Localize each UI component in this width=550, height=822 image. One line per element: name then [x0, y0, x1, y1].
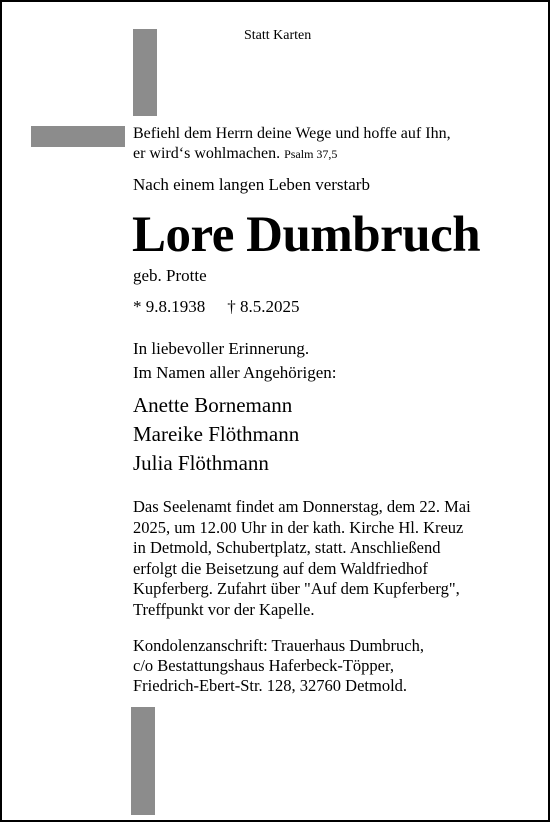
verse-reference: Psalm 37,5: [284, 147, 338, 161]
mourner-name: Mareike Flöthmann: [133, 422, 300, 446]
mourners-list: [133, 391, 299, 478]
birth-name: geb. Protte: [133, 266, 207, 285]
condolence-line: c/o Bestattungshaus Haferbeck-Töpper,: [133, 656, 394, 675]
service-line: Das Seelenamt findet am Donnerstag, dem 22. Mai: [133, 497, 471, 516]
life-dates: [133, 297, 300, 317]
condolence-line: Kondolenzanschrift: Trauerhaus Dumbruch,: [133, 636, 424, 655]
intro-text: Nach einem langen Leben verstarb: [133, 175, 370, 194]
mourner-name: Anette Bornemann: [133, 393, 293, 417]
memory-line-1: In liebevoller Erinnerung.: [133, 339, 310, 358]
memory-line-2: Im Namen aller Angehörigen:: [133, 363, 337, 382]
birth-date: * 9.8.1938: [133, 297, 206, 316]
memory-text: [133, 337, 336, 385]
death-date: † 8.5.2025: [227, 297, 300, 316]
cross-bottom-bar: [131, 707, 155, 815]
service-line: erfolgt die Beisetzung auf dem Waldfriedhof: [133, 558, 428, 578]
service-line: Treffpunkt vor der Kapelle.: [133, 599, 315, 619]
header-text: Statt Karten: [244, 28, 312, 43]
service-line: Kupferberg. Zufahrt über "Auf dem Kupferberg",: [133, 579, 460, 599]
cross-top-bar: [133, 29, 157, 116]
verse-line-2-text: er wird‘s wohlmachen.: [133, 145, 281, 162]
service-line: in Detmold, Schubertplatz, statt. Anschließend: [133, 538, 441, 558]
service-line: 2025, um 12.00 Uhr in der kath. Kirche Hl. Kreuz: [133, 517, 464, 537]
verse-line-2: [133, 144, 451, 164]
cross-horizontal-bar: [31, 126, 125, 147]
bible-verse: [133, 124, 451, 164]
mourner-name: Julia Flöthmann: [133, 451, 269, 475]
verse-line-1: Befiehl dem Herrn deine Wege und hoffe auf Ihn,: [133, 125, 451, 142]
deceased-name: Lore Dumbruch: [132, 207, 481, 263]
condolence-address: [133, 636, 424, 696]
service-details: [133, 497, 471, 621]
condolence-line: Friedrich-Ebert-Str. 128, 32760 Detmold.: [133, 676, 408, 695]
